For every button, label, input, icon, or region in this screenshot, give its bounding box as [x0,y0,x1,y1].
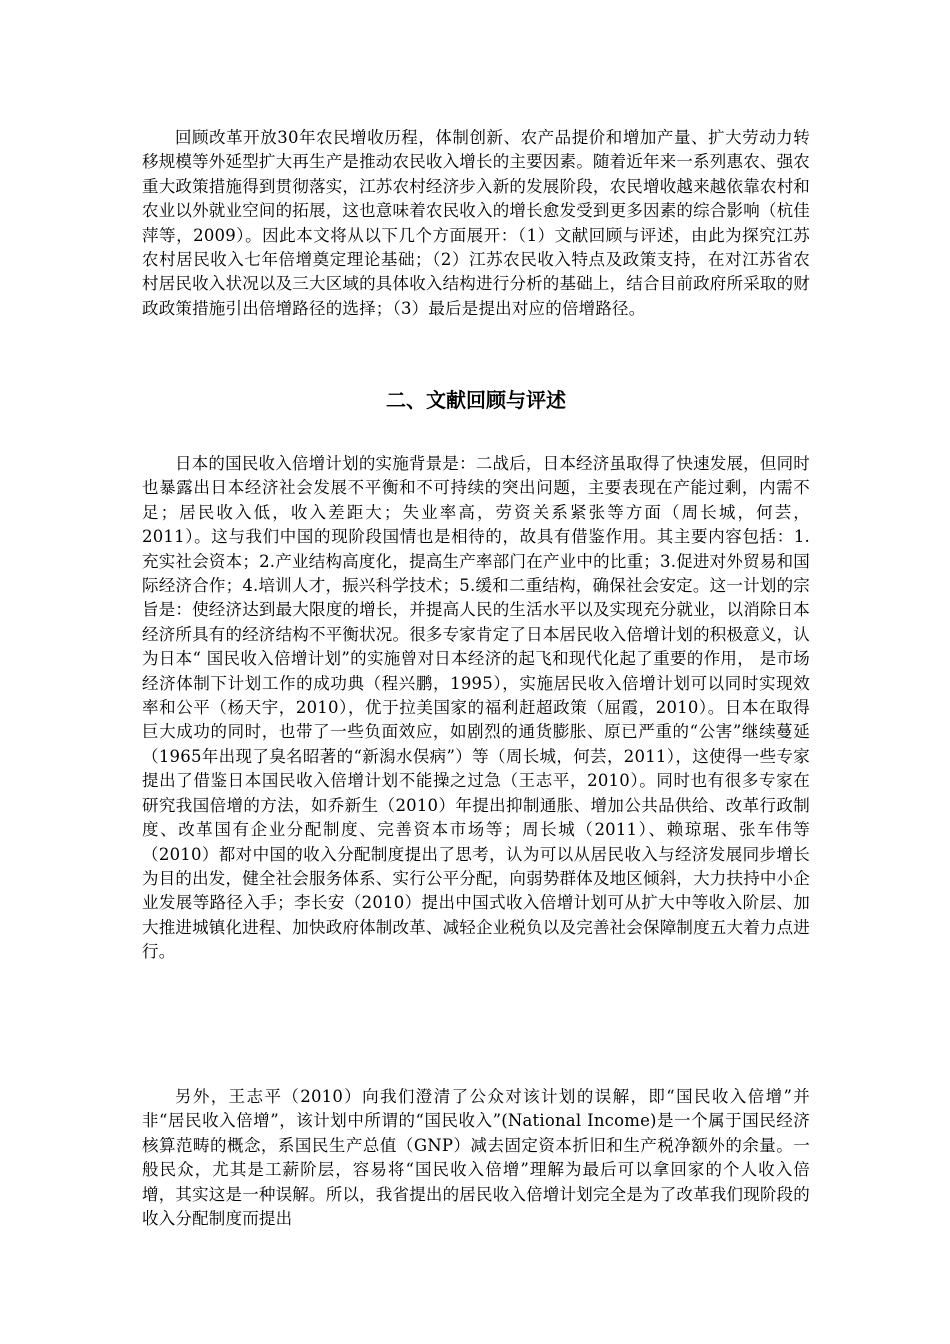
section-heading: 二、文献回顾与评述 [386,388,566,412]
intro-paragraph: 回顾改革开放30年农民增收历程，体制创新、农产品提价和增加产量、扩大劳动力转移规模等外延型扩大再生产是推动农民收入增长的主要因素。随着近年来一系列惠农、强农重大政策措施得到贯彻落实，江苏农村经济步入新的发展阶段，农民增收越来越依靠农村和农业以外就业空间的拓展，这也意味着农民收入的增长愈发受到更多因素的综合影响（杭佳萍等，2009）。因此本文将从以下几个方面展开：（1）文献回顾与评述，由此为探究江苏农村居民收入七年倍增奠定理论基础；（2）江苏农民收入特点及政策支持，在对江苏省农村居民收入状况以及三大区域的具体收入结构进行分析的基础上，结合目前政府所采取的财政政策措施引出倍增路径的选择；（3）最后是提出对应的倍增路径。 [142,128,810,318]
clarification-paragraph: 另外，王志平（2010）向我们澄清了公众对该计划的误解，即“国民收入倍增”并非“居民收入倍增”，该计划中所谓的“国民收入”(National Income)是一个属于国民经济核算范畴的概念，系国民生产总值（GNP）减去固定资本折旧和生产税净额外的余量。一般民众，尤其是工薪阶层，容易将“国民收入倍增”理解为最后可以拿回家的个人收入倍增，其实这是一种误解。所以，我省提出的居民收入倍增计划完全是为了改革我们现阶段的收入分配制度而提出 [142,1087,810,1229]
literature-paragraph: 日本的国民收入倍增计划的实施背景是：二战后，日本经济虽取得了快速发展，但同时也暴露出日本经济社会发展不平衡和不可持续的突出问题，主要表现在产能过剩，内需不足；居民收入低，收入差距大；失业率高，劳资关系紧张等方面（周长城，何芸，2011）。这与我们中国的现阶段国情也是相待的，故具有借鉴作用。其主要内容包括：1.充实社会资本；2.产业结构高度化，提高生产率部门在产业中的比重；3.促进对外贸易和国际经济合作；4.培训人才，振兴科学技术；5.缓和二重结构，确保社会安定。这一计划的宗旨是：使经济达到最大限度的增长，并提高人民的生活水平以及实现充分就业，以消除日本经济所具有的经济结构不平衡状况。很多专家肯定了日本居民收入倍增计划的积极意义，认为日本“ 国民收入倍增计划”的实施曾对日本经济的起飞和现代化起了重要的作用， 是市场经济体制下计划工作的成功典（程兴鹏，1995），实施居民收入倍增计划可以同时实现效率和公平（杨天宇，2010），优于拉美国家的福利赶超政策（屈霞，2010）。日本在取得巨大成功的同时，也带了一些负面效应，如剧烈的通货膨胀、原已严重的“公害”继续蔓延（1965年出现了臭名昭著的“新潟水俣病”）等（周长城，何芸，2011），这使得一些专家提出了借鉴日本国民收入倍增计划不能操之过急（王志平，2010）。同时也有很多专家在研究我国倍增的方法，如乔新生（2010）年提出抑制通胀、增加公共品供给、改革行政制度、改革国有企业分配制度、完善资本市场等；周长城（2011）、赖琼琚、张车伟等（2010）都对中国的收入分配制度提出了思考，认为可以从居民收入与经济发展同步增长为目的出发，健全社会服务体系、实行公平分配，向弱势群体及地区倾斜，大力扶持中小企业发展等路径入手；李长安（2010）提出中国式收入倍增计划可从扩大中等收入阶层、加大推进城镇化进程、加快政府体制改革、减轻企业税负以及完善社会保障制度五大着力点进行。 [142,454,810,962]
